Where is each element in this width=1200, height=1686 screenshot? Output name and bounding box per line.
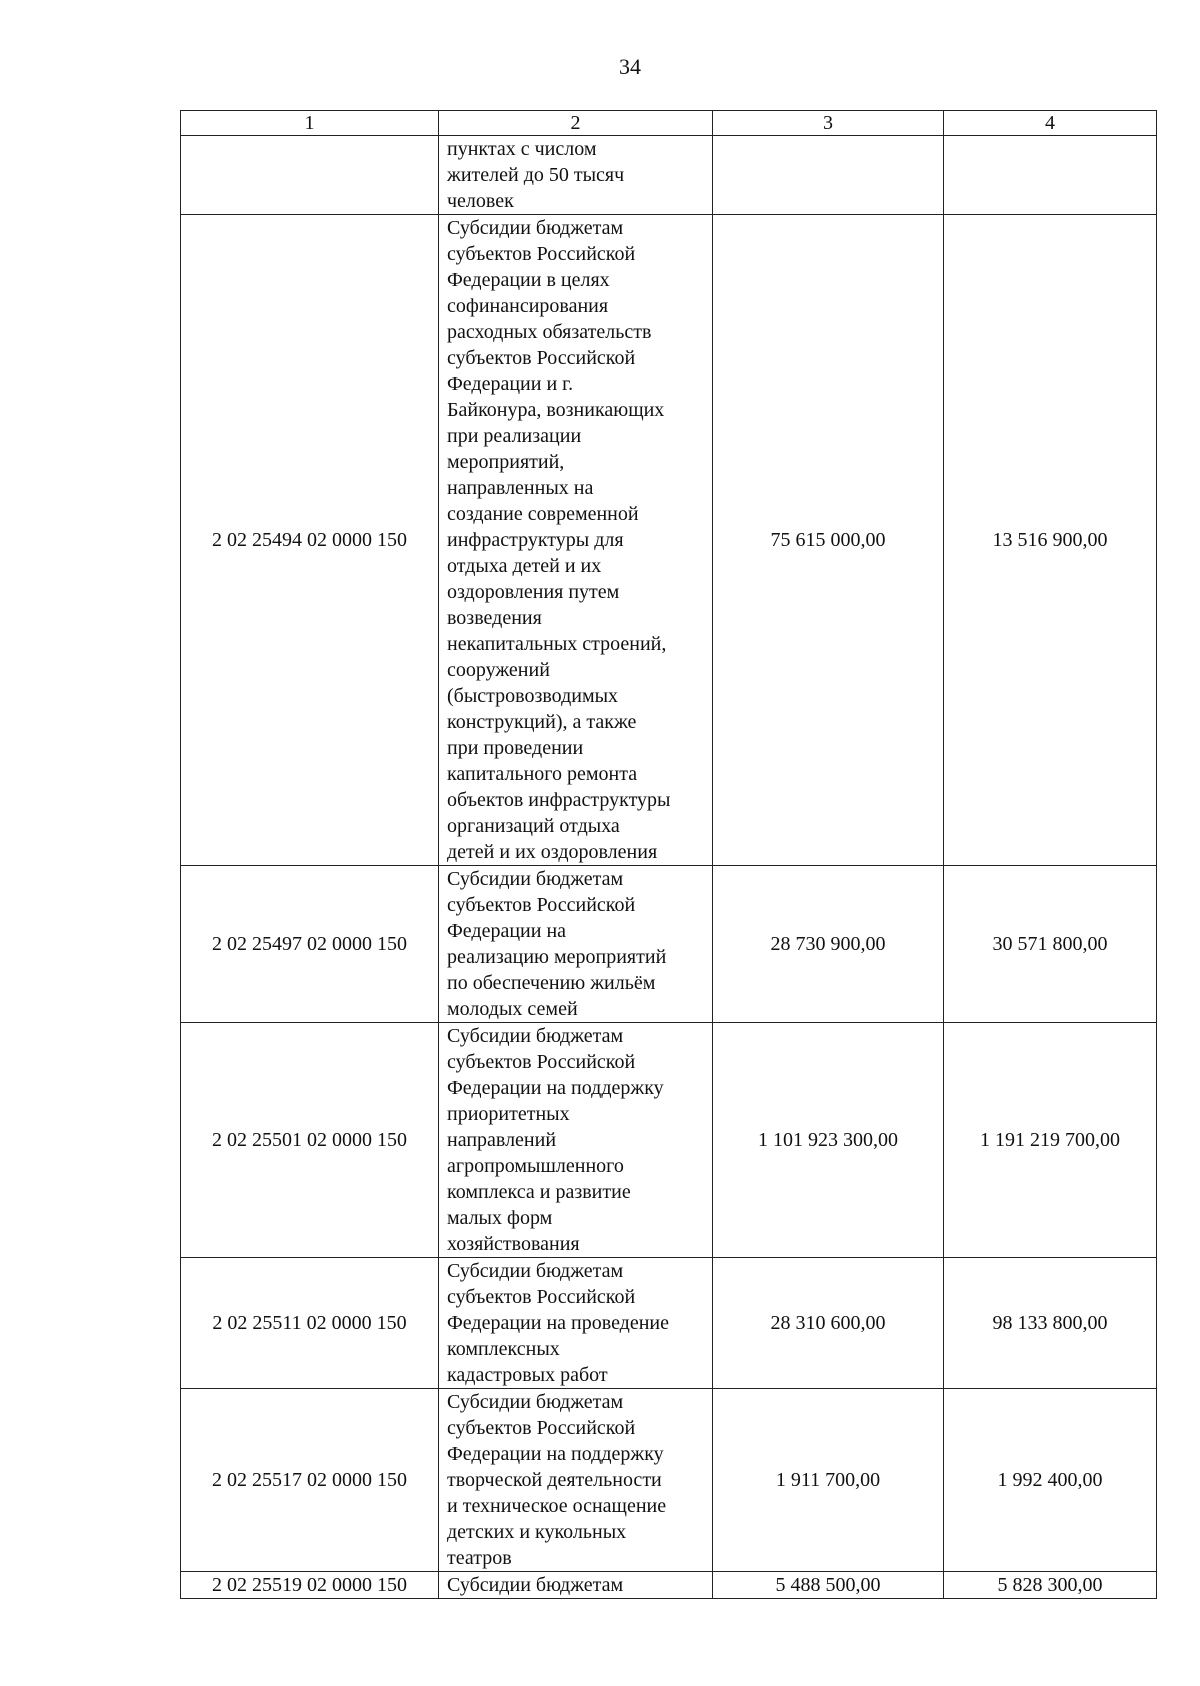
column-header-1: 1 xyxy=(181,111,439,136)
table-row xyxy=(181,1572,1157,1599)
description: Субсидии бюджетам субъектов Российской Федерации на реализацию мероприятий по обеспечению жильём молодых семей xyxy=(439,866,713,1023)
amount-col4: 13 516 900,00 xyxy=(944,215,1157,866)
amount-col3: 1 101 923 300,00 xyxy=(713,1023,944,1258)
budget-code: 2 02 25501 02 0000 150 xyxy=(181,1023,439,1258)
description: Субсидии бюджетам субъектов Российской Федерации на поддержку приоритетных направлений агропромышленного комплекса и развитие малых форм хозяйствования xyxy=(439,1023,713,1258)
amount-col3: 75 615 000,00 xyxy=(713,215,944,866)
amount-col4: 98 133 800,00 xyxy=(944,1258,1157,1389)
table-row xyxy=(181,1258,1157,1389)
amount-col3 xyxy=(713,136,944,215)
table-row xyxy=(181,1389,1157,1572)
description: пунктах с числом жителей до 50 тысяч человек xyxy=(439,136,713,215)
budget-code: 2 02 25511 02 0000 150 xyxy=(181,1258,439,1389)
column-header-2: 2 xyxy=(439,111,713,136)
amount-col3: 28 730 900,00 xyxy=(713,866,944,1023)
table-row xyxy=(181,866,1157,1023)
amount-col4: 1 992 400,00 xyxy=(944,1389,1157,1572)
page-number: 34 xyxy=(619,54,641,79)
table-row xyxy=(181,1023,1157,1258)
description: Субсидии бюджетам субъектов Российской Федерации на проведение комплексных кадастровых работ xyxy=(439,1258,713,1389)
budget-table xyxy=(180,110,1157,1599)
column-header-3: 3 xyxy=(713,111,944,136)
table-header-row xyxy=(181,111,1157,136)
budget-code xyxy=(181,136,439,215)
budget-code: 2 02 25517 02 0000 150 xyxy=(181,1389,439,1572)
table-row xyxy=(181,215,1157,866)
amount-col3: 1 911 700,00 xyxy=(713,1389,944,1572)
amount-col3: 5 488 500,00 xyxy=(713,1572,944,1599)
description: Субсидии бюджетам xyxy=(439,1572,713,1599)
table-row xyxy=(181,136,1157,215)
amount-col4: 30 571 800,00 xyxy=(944,866,1157,1023)
amount-col3: 28 310 600,00 xyxy=(713,1258,944,1389)
description: Субсидии бюджетам субъектов Российской Федерации на поддержку творческой деятельности и техническое оснащение детских и кукольных театров xyxy=(439,1389,713,1572)
amount-col4: 5 828 300,00 xyxy=(944,1572,1157,1599)
column-header-4: 4 xyxy=(944,111,1157,136)
budget-code: 2 02 25519 02 0000 150 xyxy=(181,1572,439,1599)
amount-col4: 1 191 219 700,00 xyxy=(944,1023,1157,1258)
budget-code: 2 02 25494 02 0000 150 xyxy=(181,215,439,866)
budget-code: 2 02 25497 02 0000 150 xyxy=(181,866,439,1023)
amount-col4 xyxy=(944,136,1157,215)
description: Субсидии бюджетам субъектов Российской Федерации в целях софинансирования расходных обязательств субъектов Российской Федерации и г. Байконура, возникающих при реализации мероприятий, направленных на создание современной инфраструктуры для отдыха детей и их оздоровления путем возведения некапитальных строений, сооружений (быстровозводимых конструкций), а также при проведении капитального ремонта объектов инфраструктуры организаций отдыха детей и их оздоровления xyxy=(439,215,713,866)
